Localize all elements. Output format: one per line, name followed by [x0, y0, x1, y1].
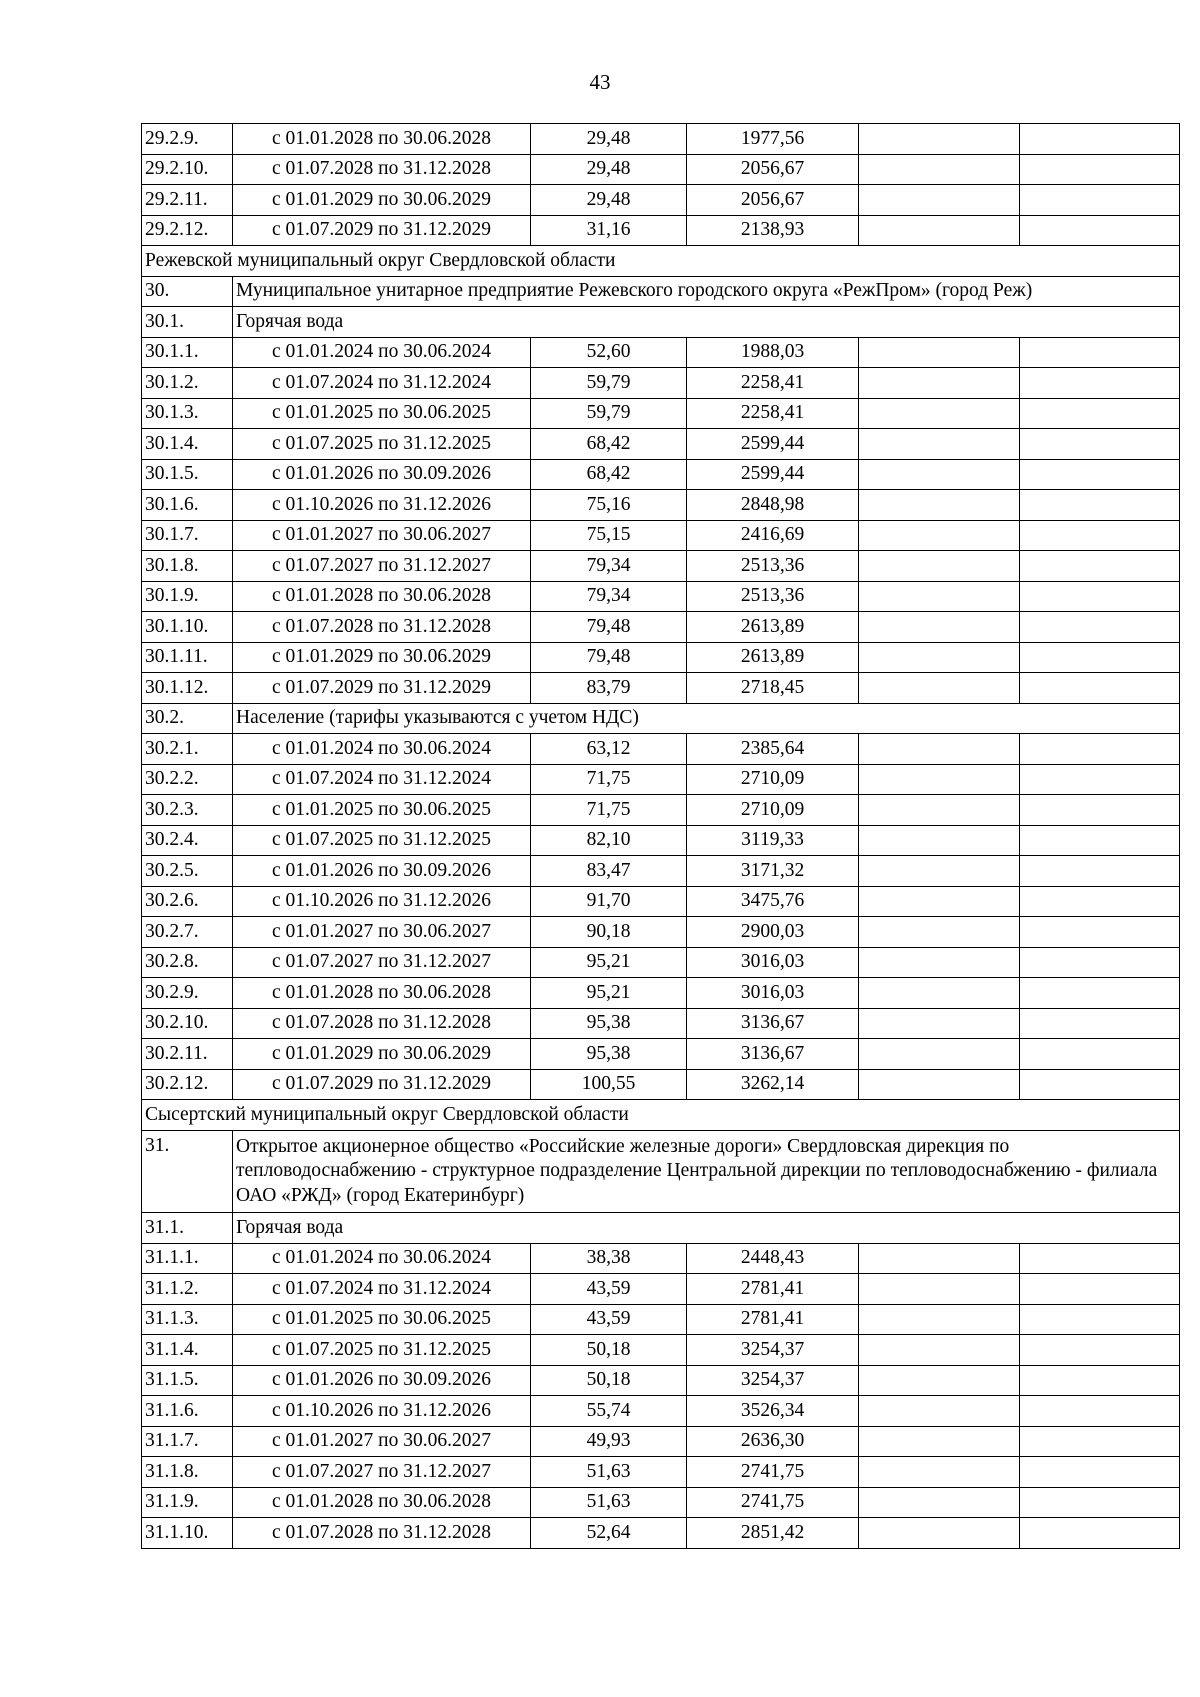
empty-cell [859, 612, 1020, 643]
rate-value-1: 68,42 [531, 429, 687, 460]
empty-cell [1020, 1039, 1180, 1070]
period-cell: с 01.07.2027 по 31.12.2027 [233, 947, 531, 978]
empty-cell [859, 917, 1020, 948]
tariff-table-body [142, 124, 1180, 1549]
rate-value-1: 71,75 [531, 764, 687, 795]
section-title: Открытое акционерное общество «Российские железные дороги» Свердловская дирекция по тепловодоснабжению - структурное подразделение Центральной дирекции по тепловодоснабжению - филиала ОАО «РЖД» (город Екатеринбург) [233, 1130, 1180, 1213]
rate-value-2: 2741,75 [687, 1457, 859, 1488]
row-number: 30.2.5. [142, 856, 233, 887]
empty-cell [1020, 825, 1180, 856]
empty-cell [859, 398, 1020, 429]
empty-cell [1020, 1274, 1180, 1305]
row-number: 30.2.10. [142, 1008, 233, 1039]
empty-cell [859, 1274, 1020, 1305]
empty-cell [1020, 642, 1180, 673]
rate-value-2: 2848,98 [687, 490, 859, 521]
rate-value-1: 51,63 [531, 1457, 687, 1488]
row-number: 31.1.1. [142, 1243, 233, 1274]
period-cell: с 01.01.2026 по 30.09.2026 [233, 856, 531, 887]
tariff-row [142, 1457, 1180, 1488]
section-heading-row [142, 276, 1180, 307]
rate-value-2: 3254,37 [687, 1365, 859, 1396]
rate-value-1: 90,18 [531, 917, 687, 948]
empty-cell [859, 1457, 1020, 1488]
row-number: 31.1.5. [142, 1365, 233, 1396]
empty-cell [859, 124, 1020, 155]
empty-cell [1020, 337, 1180, 368]
period-cell: с 01.07.2027 по 31.12.2027 [233, 1457, 531, 1488]
empty-cell [1020, 1365, 1180, 1396]
tariff-row [142, 795, 1180, 826]
row-number: 29.2.9. [142, 124, 233, 155]
empty-cell [859, 1039, 1020, 1070]
period-cell: с 01.07.2028 по 31.12.2028 [233, 612, 531, 643]
period-cell: с 01.07.2024 по 31.12.2024 [233, 1274, 531, 1305]
row-number: 30.1.2. [142, 368, 233, 399]
period-cell: с 01.01.2024 по 30.06.2024 [233, 734, 531, 765]
rate-value-2: 3016,03 [687, 947, 859, 978]
tariff-row [142, 612, 1180, 643]
rate-value-1: 79,48 [531, 612, 687, 643]
row-number: 30.1.1. [142, 337, 233, 368]
row-number: 31.1.3. [142, 1304, 233, 1335]
rate-value-2: 2741,75 [687, 1487, 859, 1518]
empty-cell [859, 642, 1020, 673]
tariff-row [142, 124, 1180, 155]
tariff-row [142, 978, 1180, 1009]
period-cell: с 01.01.2028 по 30.06.2028 [233, 1487, 531, 1518]
period-cell: с 01.01.2028 по 30.06.2028 [233, 581, 531, 612]
empty-cell [859, 459, 1020, 490]
row-number: 30.1.4. [142, 429, 233, 460]
empty-cell [859, 1069, 1020, 1100]
rate-value-1: 52,60 [531, 337, 687, 368]
empty-cell [859, 947, 1020, 978]
period-cell: с 01.01.2024 по 30.06.2024 [233, 1243, 531, 1274]
row-number: 31.1.8. [142, 1457, 233, 1488]
period-cell: с 01.01.2025 по 30.06.2025 [233, 1304, 531, 1335]
rate-value-2: 2900,03 [687, 917, 859, 948]
rate-value-2: 3262,14 [687, 1069, 859, 1100]
row-number: 30.2.6. [142, 886, 233, 917]
rate-value-1: 51,63 [531, 1487, 687, 1518]
row-number: 29.2.12. [142, 215, 233, 246]
rate-value-2: 2056,67 [687, 154, 859, 185]
row-number: 30.1.3. [142, 398, 233, 429]
row-number: 29.2.11. [142, 185, 233, 216]
period-cell: с 01.07.2025 по 31.12.2025 [233, 1335, 531, 1366]
empty-cell [859, 337, 1020, 368]
region-title: Сысертский муниципальный округ Свердловской области [142, 1100, 1180, 1131]
empty-cell [859, 520, 1020, 551]
rate-value-2: 2448,43 [687, 1243, 859, 1274]
section-heading-row [142, 1130, 1180, 1213]
empty-cell [859, 1518, 1020, 1549]
empty-cell [1020, 734, 1180, 765]
row-number: 30.1.12. [142, 673, 233, 704]
tariff-row [142, 734, 1180, 765]
rate-value-2: 3526,34 [687, 1396, 859, 1427]
period-cell: с 01.01.2027 по 30.06.2027 [233, 520, 531, 551]
period-cell: с 01.10.2026 по 31.12.2026 [233, 886, 531, 917]
empty-cell [1020, 154, 1180, 185]
empty-cell [859, 795, 1020, 826]
row-number: 30.1.10. [142, 612, 233, 643]
row-number: 30.2.8. [142, 947, 233, 978]
rate-value-1: 68,42 [531, 459, 687, 490]
row-number: 31.1.10. [142, 1518, 233, 1549]
rate-value-2: 2613,89 [687, 612, 859, 643]
period-cell: с 01.01.2029 по 30.06.2029 [233, 1039, 531, 1070]
rate-value-1: 49,93 [531, 1426, 687, 1457]
row-number: 31.1.4. [142, 1335, 233, 1366]
row-number: 30.1.7. [142, 520, 233, 551]
tariff-row [142, 764, 1180, 795]
empty-cell [859, 185, 1020, 216]
section-title: Горячая вода [233, 1213, 1180, 1244]
rate-value-2: 2781,41 [687, 1274, 859, 1305]
tariff-row [142, 1008, 1180, 1039]
empty-cell [859, 429, 1020, 460]
empty-cell [1020, 1243, 1180, 1274]
tariff-row [142, 1069, 1180, 1100]
rate-value-2: 2513,36 [687, 581, 859, 612]
period-cell: с 01.07.2028 по 31.12.2028 [233, 1008, 531, 1039]
section-number: 30.2. [142, 703, 233, 734]
period-cell: с 01.10.2026 по 31.12.2026 [233, 490, 531, 521]
tariff-row [142, 398, 1180, 429]
rate-value-1: 29,48 [531, 185, 687, 216]
rate-value-2: 2258,41 [687, 368, 859, 399]
period-cell: с 01.10.2026 по 31.12.2026 [233, 1396, 531, 1427]
rate-value-1: 31,16 [531, 215, 687, 246]
period-cell: с 01.01.2028 по 30.06.2028 [233, 124, 531, 155]
rate-value-1: 43,59 [531, 1304, 687, 1335]
rate-value-1: 63,12 [531, 734, 687, 765]
tariff-row [142, 368, 1180, 399]
empty-cell [859, 1008, 1020, 1039]
rate-value-2: 2056,67 [687, 185, 859, 216]
empty-cell [1020, 1457, 1180, 1488]
period-cell: с 01.01.2027 по 30.06.2027 [233, 1426, 531, 1457]
rate-value-1: 83,47 [531, 856, 687, 887]
section-heading-row [142, 703, 1180, 734]
rate-value-1: 29,48 [531, 124, 687, 155]
period-cell: с 01.07.2029 по 31.12.2029 [233, 215, 531, 246]
section-number: 30. [142, 276, 233, 307]
rate-value-1: 79,48 [531, 642, 687, 673]
rate-value-2: 3171,32 [687, 856, 859, 887]
rate-value-1: 59,79 [531, 368, 687, 399]
empty-cell [1020, 764, 1180, 795]
region-title: Режевской муниципальный округ Свердловской области [142, 246, 1180, 277]
tariff-row [142, 856, 1180, 887]
period-cell: с 01.07.2028 по 31.12.2028 [233, 154, 531, 185]
rate-value-2: 2513,36 [687, 551, 859, 582]
period-cell: с 01.07.2025 по 31.12.2025 [233, 429, 531, 460]
empty-cell [1020, 429, 1180, 460]
empty-cell [1020, 490, 1180, 521]
period-cell: с 01.01.2029 по 30.06.2029 [233, 642, 531, 673]
row-number: 30.1.8. [142, 551, 233, 582]
row-number: 31.1.6. [142, 1396, 233, 1427]
row-number: 30.1.6. [142, 490, 233, 521]
empty-cell [1020, 581, 1180, 612]
tariff-row [142, 337, 1180, 368]
empty-cell [859, 551, 1020, 582]
rate-value-1: 95,38 [531, 1008, 687, 1039]
row-number: 30.2.3. [142, 795, 233, 826]
row-number: 30.1.5. [142, 459, 233, 490]
tariff-row [142, 551, 1180, 582]
tariff-row [142, 154, 1180, 185]
row-number: 31.1.9. [142, 1487, 233, 1518]
empty-cell [859, 734, 1020, 765]
rate-value-2: 2851,42 [687, 1518, 859, 1549]
empty-cell [859, 1335, 1020, 1366]
region-row [142, 246, 1180, 277]
period-cell: с 01.01.2027 по 30.06.2027 [233, 917, 531, 948]
empty-cell [859, 1426, 1020, 1457]
period-cell: с 01.07.2029 по 31.12.2029 [233, 673, 531, 704]
empty-cell [859, 825, 1020, 856]
row-number: 30.2.4. [142, 825, 233, 856]
empty-cell [1020, 551, 1180, 582]
empty-cell [859, 1365, 1020, 1396]
rate-value-1: 79,34 [531, 551, 687, 582]
tariff-table [141, 123, 1180, 1549]
rate-value-1: 95,38 [531, 1039, 687, 1070]
rate-value-2: 2138,93 [687, 215, 859, 246]
rate-value-1: 91,70 [531, 886, 687, 917]
empty-cell [859, 978, 1020, 1009]
rate-value-1: 71,75 [531, 795, 687, 826]
empty-cell [1020, 215, 1180, 246]
tariff-row [142, 673, 1180, 704]
rate-value-1: 75,15 [531, 520, 687, 551]
rate-value-1: 83,79 [531, 673, 687, 704]
period-cell: с 01.07.2028 по 31.12.2028 [233, 1518, 531, 1549]
rate-value-2: 2385,64 [687, 734, 859, 765]
section-number: 31.1. [142, 1213, 233, 1244]
empty-cell [1020, 1396, 1180, 1427]
rate-value-1: 52,64 [531, 1518, 687, 1549]
period-cell: с 01.07.2025 по 31.12.2025 [233, 825, 531, 856]
row-number: 30.2.2. [142, 764, 233, 795]
empty-cell [859, 886, 1020, 917]
rate-value-1: 82,10 [531, 825, 687, 856]
tariff-row [142, 1396, 1180, 1427]
rate-value-1: 79,34 [531, 581, 687, 612]
section-number: 30.1. [142, 307, 233, 338]
empty-cell [1020, 520, 1180, 551]
rate-value-1: 38,38 [531, 1243, 687, 1274]
empty-cell [859, 581, 1020, 612]
empty-cell [1020, 1426, 1180, 1457]
rate-value-2: 2710,09 [687, 764, 859, 795]
row-number: 30.2.12. [142, 1069, 233, 1100]
empty-cell [859, 1396, 1020, 1427]
tariff-row [142, 947, 1180, 978]
empty-cell [1020, 917, 1180, 948]
rate-value-2: 3119,33 [687, 825, 859, 856]
empty-cell [1020, 1518, 1180, 1549]
empty-cell [859, 1487, 1020, 1518]
region-row [142, 1100, 1180, 1131]
rate-value-2: 2258,41 [687, 398, 859, 429]
rate-value-1: 43,59 [531, 1274, 687, 1305]
empty-cell [1020, 368, 1180, 399]
rate-value-2: 3254,37 [687, 1335, 859, 1366]
tariff-row [142, 1487, 1180, 1518]
row-number: 30.2.9. [142, 978, 233, 1009]
section-heading-row [142, 1213, 1180, 1244]
row-number: 30.2.1. [142, 734, 233, 765]
tariff-row [142, 490, 1180, 521]
empty-cell [1020, 398, 1180, 429]
tariff-row [142, 459, 1180, 490]
rate-value-1: 50,18 [531, 1365, 687, 1396]
rate-value-2: 3136,67 [687, 1008, 859, 1039]
empty-cell [1020, 612, 1180, 643]
tariff-row [142, 1274, 1180, 1305]
tariff-row [142, 185, 1180, 216]
empty-cell [859, 490, 1020, 521]
rate-value-2: 1977,56 [687, 124, 859, 155]
rate-value-1: 59,79 [531, 398, 687, 429]
tariff-row [142, 1243, 1180, 1274]
section-title: Муниципальное унитарное предприятие Режевского городского округа «РежПром» (город Реж) [233, 276, 1180, 307]
empty-cell [1020, 124, 1180, 155]
rate-value-2: 1988,03 [687, 337, 859, 368]
rate-value-2: 2599,44 [687, 459, 859, 490]
empty-cell [1020, 947, 1180, 978]
empty-cell [1020, 1487, 1180, 1518]
tariff-row [142, 1304, 1180, 1335]
rate-value-1: 100,55 [531, 1069, 687, 1100]
section-number: 31. [142, 1130, 233, 1213]
empty-cell [1020, 856, 1180, 887]
rate-value-1: 55,74 [531, 1396, 687, 1427]
empty-cell [1020, 1304, 1180, 1335]
empty-cell [859, 856, 1020, 887]
rate-value-2: 3016,03 [687, 978, 859, 1009]
period-cell: с 01.07.2024 по 31.12.2024 [233, 368, 531, 399]
tariff-row [142, 917, 1180, 948]
tariff-row [142, 215, 1180, 246]
period-cell: с 01.07.2029 по 31.12.2029 [233, 1069, 531, 1100]
empty-cell [1020, 673, 1180, 704]
empty-cell [859, 764, 1020, 795]
empty-cell [859, 368, 1020, 399]
row-number: 29.2.10. [142, 154, 233, 185]
rate-value-2: 2613,89 [687, 642, 859, 673]
rate-value-2: 2636,30 [687, 1426, 859, 1457]
section-title: Население (тарифы указываются с учетом НДС) [233, 703, 1180, 734]
empty-cell [859, 154, 1020, 185]
row-number: 30.2.11. [142, 1039, 233, 1070]
tariff-row [142, 886, 1180, 917]
section-heading-row [142, 307, 1180, 338]
row-number: 31.1.7. [142, 1426, 233, 1457]
tariff-row [142, 1518, 1180, 1549]
rate-value-1: 95,21 [531, 947, 687, 978]
rate-value-2: 2718,45 [687, 673, 859, 704]
rate-value-2: 2416,69 [687, 520, 859, 551]
tariff-row [142, 825, 1180, 856]
rate-value-2: 2599,44 [687, 429, 859, 460]
rate-value-2: 2710,09 [687, 795, 859, 826]
rate-value-2: 3136,67 [687, 1039, 859, 1070]
period-cell: с 01.01.2025 по 30.06.2025 [233, 795, 531, 826]
empty-cell [859, 1304, 1020, 1335]
empty-cell [1020, 886, 1180, 917]
page-number: 43 [589, 70, 611, 94]
period-cell: с 01.07.2027 по 31.12.2027 [233, 551, 531, 582]
empty-cell [1020, 459, 1180, 490]
empty-cell [859, 215, 1020, 246]
rate-value-2: 3475,76 [687, 886, 859, 917]
period-cell: с 01.07.2024 по 31.12.2024 [233, 764, 531, 795]
row-number: 31.1.2. [142, 1274, 233, 1305]
empty-cell [1020, 1069, 1180, 1100]
period-cell: с 01.01.2024 по 30.06.2024 [233, 337, 531, 368]
empty-cell [859, 673, 1020, 704]
empty-cell [1020, 795, 1180, 826]
rate-value-1: 75,16 [531, 490, 687, 521]
section-title: Горячая вода [233, 307, 1180, 338]
tariff-row [142, 642, 1180, 673]
period-cell: с 01.01.2029 по 30.06.2029 [233, 185, 531, 216]
row-number: 30.2.7. [142, 917, 233, 948]
period-cell: с 01.01.2025 по 30.06.2025 [233, 398, 531, 429]
empty-cell [859, 1243, 1020, 1274]
rate-value-1: 29,48 [531, 154, 687, 185]
tariff-row [142, 1426, 1180, 1457]
rate-value-1: 95,21 [531, 978, 687, 1009]
row-number: 30.1.9. [142, 581, 233, 612]
tariff-row [142, 581, 1180, 612]
tariff-row [142, 1039, 1180, 1070]
tariff-row [142, 1365, 1180, 1396]
tariff-row [142, 1335, 1180, 1366]
period-cell: с 01.01.2026 по 30.09.2026 [233, 1365, 531, 1396]
empty-cell [1020, 185, 1180, 216]
empty-cell [1020, 1008, 1180, 1039]
rate-value-1: 50,18 [531, 1335, 687, 1366]
period-cell: с 01.01.2028 по 30.06.2028 [233, 978, 531, 1009]
tariff-row [142, 520, 1180, 551]
period-cell: с 01.01.2026 по 30.09.2026 [233, 459, 531, 490]
row-number: 30.1.11. [142, 642, 233, 673]
tariff-row [142, 429, 1180, 460]
rate-value-2: 2781,41 [687, 1304, 859, 1335]
empty-cell [1020, 1335, 1180, 1366]
empty-cell [1020, 978, 1180, 1009]
